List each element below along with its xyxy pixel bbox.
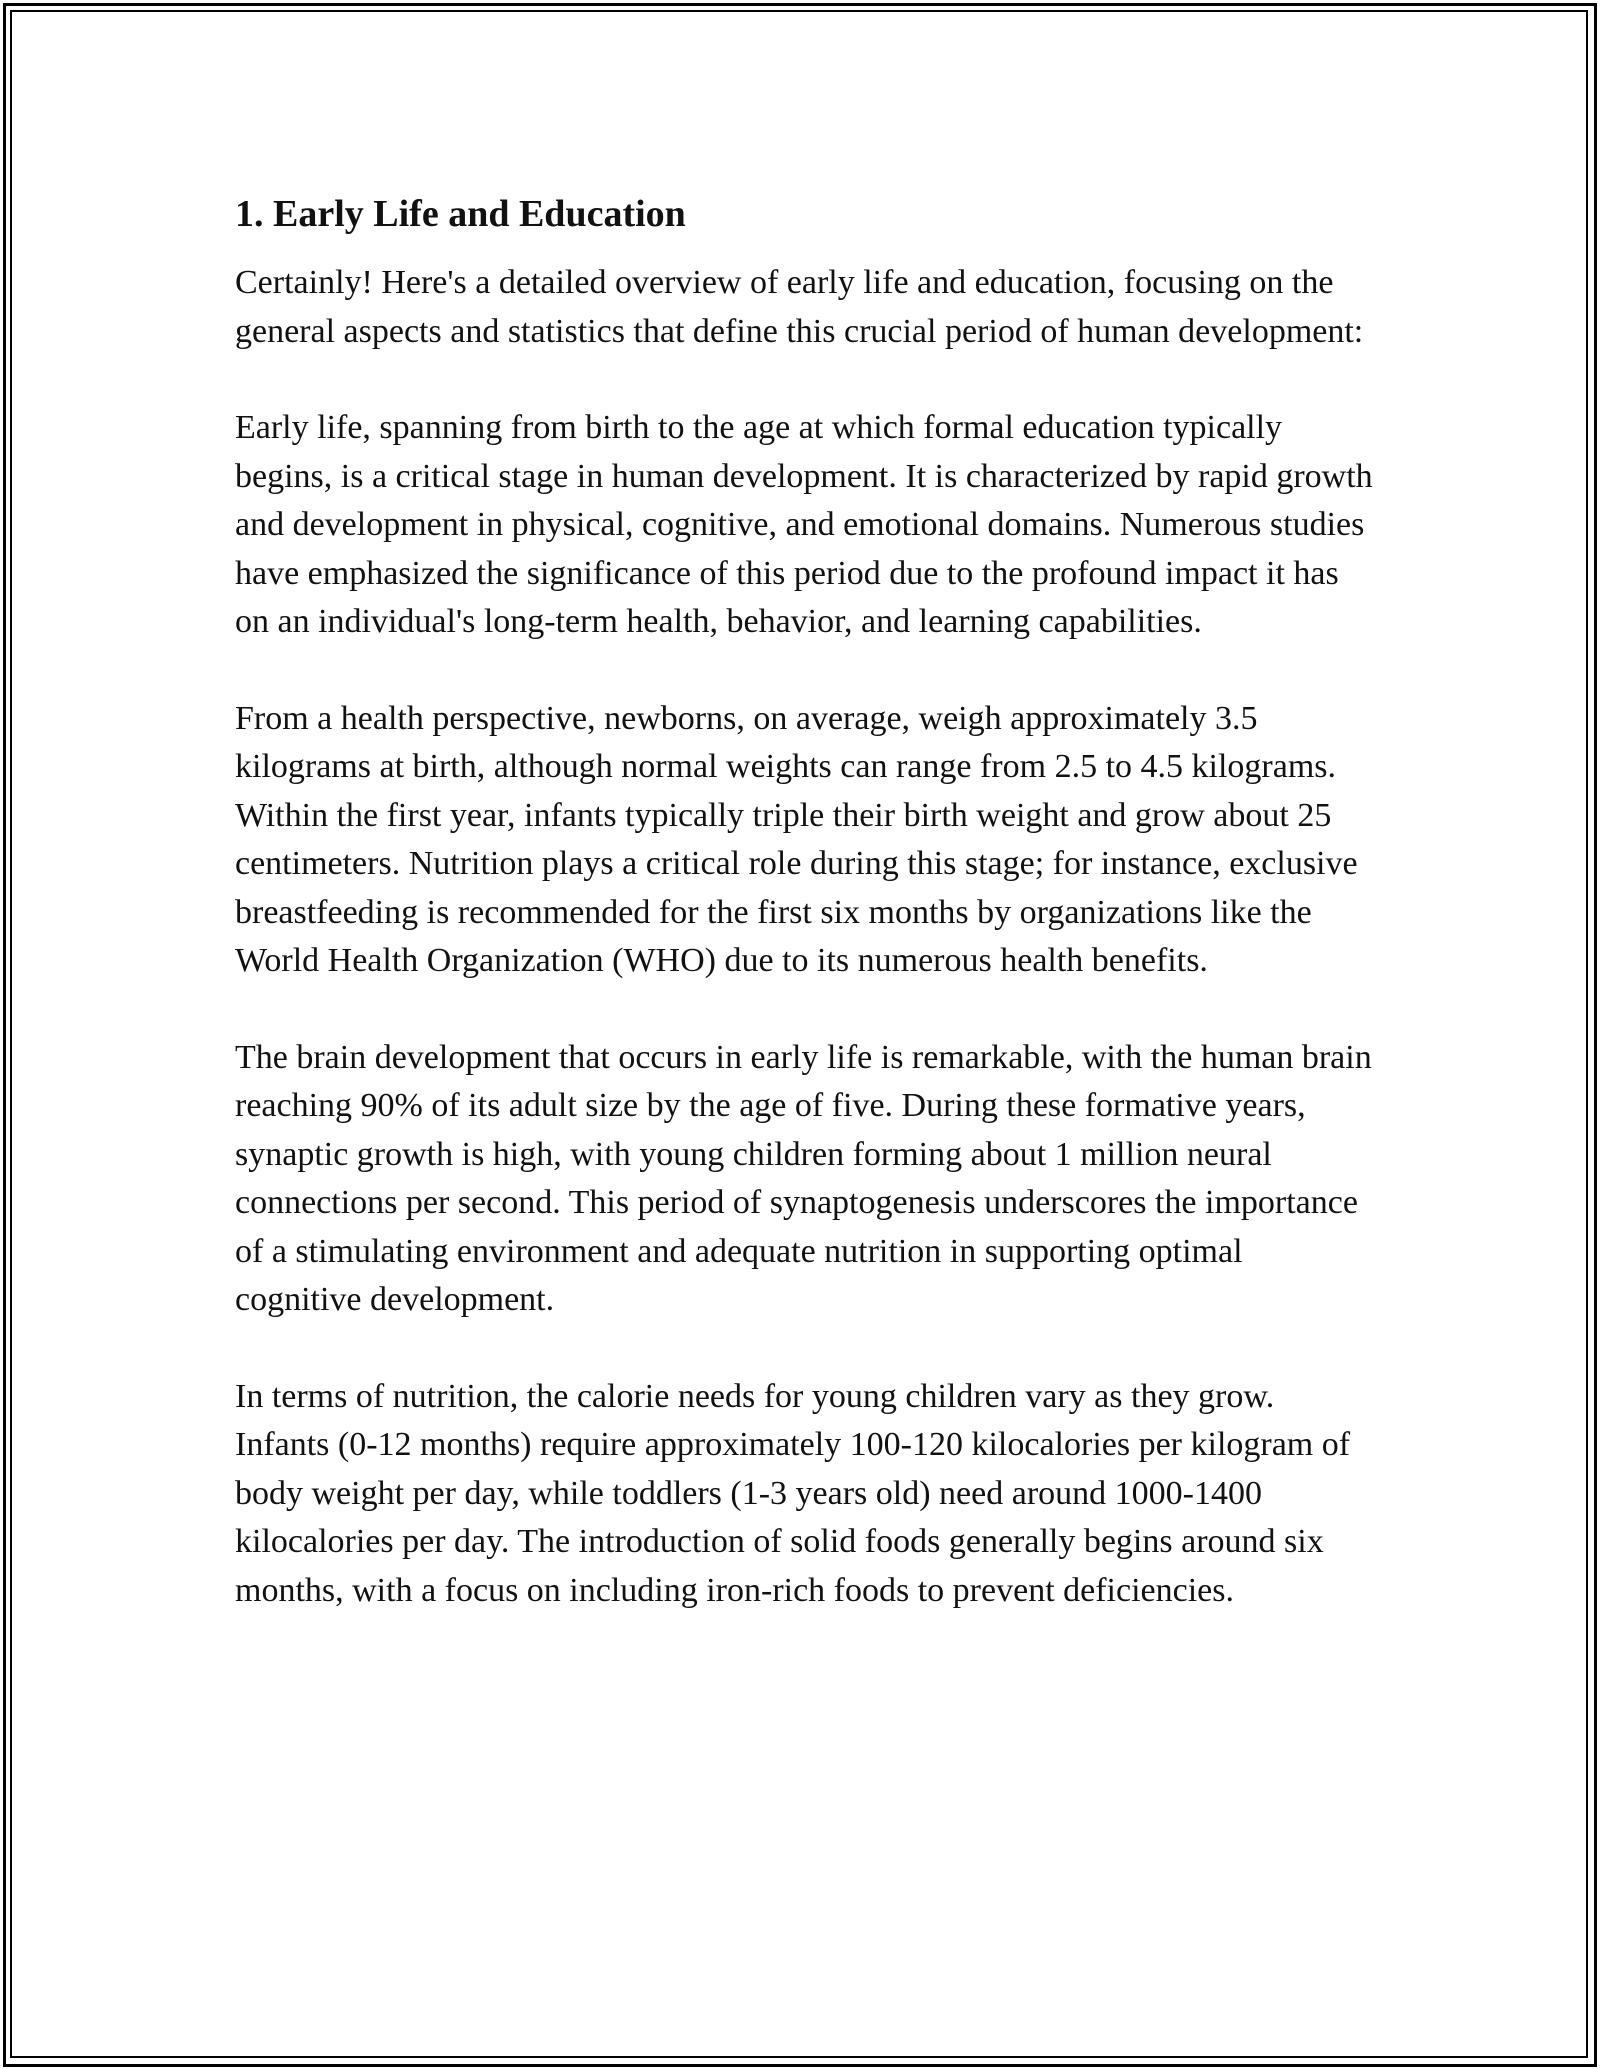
paragraph-health: From a health perspective, newborns, on average, weigh approximately 3.5 kilograms at birth, although normal weights can range from 2.5 to 4.5 kilograms. Within the first year, infants typically triple their birth weight and grow about 25 centimeters. Nutrition plays a critical role during this stage; for instance, exclusive breastfeeding is recommended for the first six months by organizations like the World Health Organization (WHO) due to its numerous health benefits. [235, 699, 1358, 979]
paragraph-intro: Certainly! Here's a detailed overview of early life and education, focusing on the general aspects and statistics that define this crucial period of human development: [235, 264, 1364, 350]
section-heading: 1. Early Life and Education [235, 193, 686, 235]
paragraph-nutrition: In terms of nutrition, the calorie needs for young children vary as they grow. Infants (0-12 months) require approximately 100-120 kilocalories per kilogram of body weight per day, while toddlers (1-3 years old) need around 1000-1400 kilocalories per day. The introduction of solid foods generally begins around six months, with a focus on including iron-rich foods to prevent deficiencies. [235, 1377, 1351, 1609]
paragraph-brain-development: The brain development that occurs in early life is remarkable, with the human brain reaching 90% of its adult size by the age of five. During these formative years, synaptic growth is high, with young children forming about 1 million neural connections per second. This period of synaptogenesis underscores the importance of a stimulating environment and adequate nutrition in supporting optimal cognitive development. [235, 1038, 1372, 1318]
document-body [235, 185, 1375, 1663]
paragraph-early-life: Early life, spanning from birth to the age at which formal education typically begins, is a critical stage in human development. It is characterized by rapid growth and development in physical, cognitive, and emotional domains. Numerous studies have emphasized the significance of this period due to the profound impact it has on an individual's long-term health, behavior, and learning capabilities. [235, 409, 1373, 640]
